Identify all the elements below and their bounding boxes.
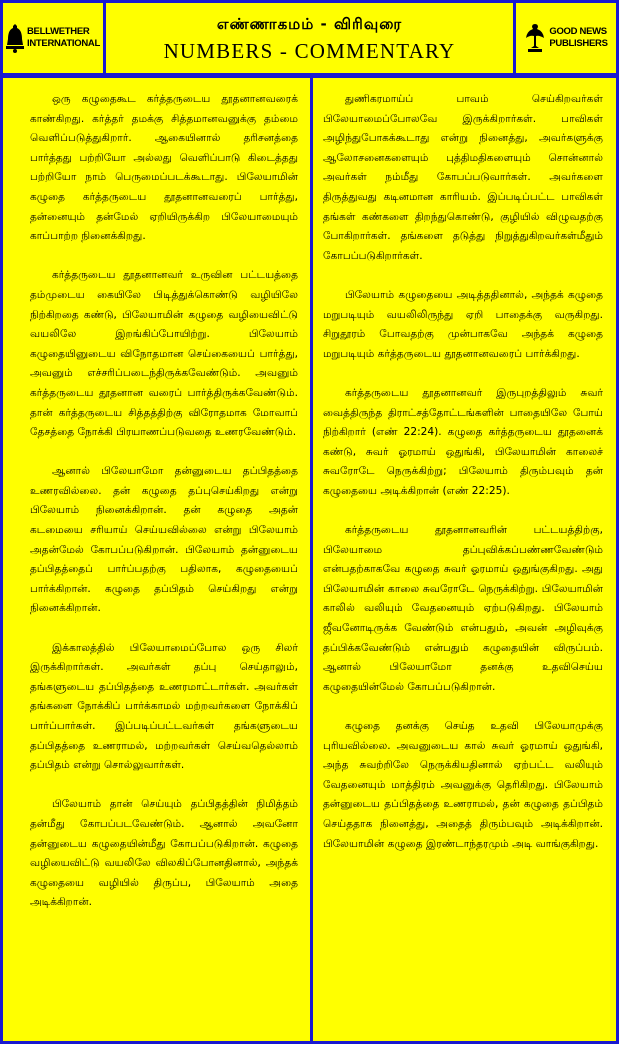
paragraph: துணிகரமாய்ப் பாவம் செய்கிறவர்கள் பிலேயாமைப்போலவே இருக்கிறார்கள். பாவிகள் அழிந்துபோகக்கூடாது என்று நினைத்து, அவர்களுக்கு ஆலோசனைகளையும் புத்திமதிகளையும் சொன்னால் அவர்கள் நம்மீது கோபப்படுவார்கள். அவர்களை திருத்துவது கடினமான காரியம். இப்படிப்பட்ட பாவிகள் தங்கள் கண்களை திறந்துகொண்டு, குழியில் விழுவதற்கு போகிறார்கள். தங்களை தடுத்து நிறுத்துகிறவர்கள்மீதும் கோபப்படுகிறார்கள். [323,93,603,262]
logo-line-2: PUBLISHERS [549,38,608,49]
right-column [323,90,603,1035]
logo-line-1: GOOD NEWS [549,26,607,37]
logo-line-1: BELLWETHER [27,26,90,37]
paragraph: பிலேயாம் கழுதையை அடித்ததினால், அந்தக் கழுதை மறுபடியும் வயலிலிருந்து ஏறி பாதைக்கு வருகிறது. சிறுதூரம் போவதற்கு முன்பாகவே அந்தக் கழுதை மறுபடியும் கர்த்தருடைய தூதனானவரைப் பார்க்கிறது. [323,288,603,360]
paragraph: கர்த்தருடைய தூதனானவர் இருபுறத்திலும் சுவர் வைத்திருந்த திராட்சத்தோட்டங்களின் பாதையிலே போய் நிற்கிறார் (எண் 22:24). கழுதை கர்த்தருடைய தூதனைக் கண்டு, சுவர் ஓரமாய் ஒதுங்கி, பிலேயாமின் காலைச் சுவரோடே நெருக்கிற்று; பிலேயாம் திரும்பவும் தன் கழுதையை அடிக்கிறான் (எண் 22:25). [323,386,603,497]
title-area [109,3,510,73]
paragraph: பிலேயாம் தான் செய்யும் தப்பிதத்தின் நிமித்தம் தன்மீது கோபப்படவேண்டும். ஆனால் அவனோ தன்னுடைய கழுதையின்மீது கோபப்படுகிறான். கழுதை வழியைவிட்டு வயலிலே விலகிப்போனதினால், அந்தக் கழுதையை வழியில் திருப்ப, பிலேயாம் அதை அடிக்கிறான். [30,798,298,909]
bellwether-logo [3,3,106,73]
header-banner [0,0,619,76]
paragraph: ஒரு கழுதைகூட கர்த்தருடைய தூதனானவரைக் காண்கிறது. கர்த்தர் தமக்கு சித்தமானவனுக்கு தம்மை வெளிப்படுத்துகிறார். ஆகையினால் தரிசனத்தை பார்த்தது பற்றியோ அல்லது வெளிப்பாடு கிடைத்தது பற்றியோ நாம் பெருமைப்படக்கூடாது. பிலேயாமின் கழுதை கர்த்தருடைய தூதனானவரைப் பார்த்து, தன்னையும் தன்மேல் ஏறியிருக்கிற பிலேயாமையும் காப்பாற்ற நினைக்கிறது. [30,93,298,243]
paragraph: கர்த்தருடைய தூதனானவரின் பட்டயத்திற்கு, பிலேயாமை தப்புவிக்கப்பண்ணவேண்டும் என்பதற்காகவே கழுதை சுவர் ஓரமாய் ஒதுங்குகிறது. அது பிலேயாமின் காலை சுவரோடே நெருக்கிற்று. பிலேயாமின் காலில் வலியும் வேதனையும் ஏற்படுகிறது. பிலேயாம் ஜீவனோடிருக்க வேண்டும் என்பதும், அவன் அழிவுக்கு தப்பிக்கவேண்டும் என்பதும் கழுதையின் விருப்பம். ஆனால் பிலேயாமோ தனக்கு உதவிசெய்ய கழுதையின்மேல் கோபப்படுகிறான். [323,524,603,693]
title-tamil: எண்ணாகமம் - விரிவுரை [216,14,403,33]
title-english: NUMBERS - COMMENTARY [163,38,456,63]
column-divider [310,78,313,1041]
paragraph: இக்காலத்தில் பிலேயாமைப்போல ஒரு சிலர் இருக்கிறார்கள். அவர்கள் தப்பு செய்தாலும், தங்களுடைய தப்பிதத்தை உணரமாட்டார்கள். அவர்கள் தங்களை நோக்கிப் பார்க்காமல் மற்றவர்களை நோக்கிப் பார்ப்பார்கள். இப்படிப்பட்டவர்கள் தங்களுடைய தப்பிதத்தை உணராமல், மற்றவர்கள் செய்வதெல்லாம் தப்பிதம் என்று சொல்லுவார்கள். [30,641,298,772]
dove-icon [524,22,546,54]
commentary-body [0,76,619,1044]
paragraph: கழுதை தனக்கு செய்த உதவி பிலேயாமுக்கு புரியவில்லை. அவனுடைய கால் சுவர் ஓரமாய் ஒதுங்கி, அந்த சுவற்றிலே நெருக்கியதினால் ஏற்பட்ட வலியும் வேதனையும் மாத்திரம் அவனுக்கு தெரிகிறது. பிலேயாம் தன்னுடைய தப்பிதத்தை உணராமல், தன் கழுதை தப்பிதம் செய்ததாக நினைத்து, அதைத் திரும்பவும் அடிக்கிறான். பிலேயாமின் கழுதை இரண்டாந்தரமும் அடி வாங்குகிறது. [323,720,603,850]
left-column [30,90,298,1035]
good-news-logo [513,3,616,73]
paragraph: கர்த்தருடைய தூதனானவர் உருவின பட்டயத்தை தம்முடைய கையிலே பிடித்துக்கொண்டு வழியிலே நிற்கிறதை கண்டு, பிலேயாமின் கழுதை வழியைவிட்டு வயலிலே இறங்கிப்போயிற்று. பிலேயாம் கழுதையினுடைய விநோதமான செய்கையைப் பார்த்து, அவனும் எச்சரிப்படைந்திருக்கவேண்டும். அவனும் கர்த்தருடைய தூதனான வரைப் பார்த்திருக்கவேண்டும். தான் கர்த்தருடைய சித்தத்திற்கு விரோதமாக மோவாப் தேசத்தை நோக்கி பிரயாணப்படுவதை உணரவேண்டும். [30,269,298,439]
paragraph: ஆனால் பிலேயாமோ தன்னுடைய தப்பிதத்தை உணரவில்லை. தன் கழுதை தப்புசெய்கிறது என்று பிலேயாம் நினைக்கிறான். தன் கழுதை அதன் கடமையை சரியாய் செய்யவில்லை என்று பிலேயாம் அதன்மேல் கோபப்படுகிறான். பிலேயாம் தன்னுடைய தப்பிதத்தைப் பார்ப்பதற்கு பதிலாக, கழுதையைப் பார்க்கிறான். கழுதை தப்பிதம் செய்கிறது என்று நினைக்கிறான். [30,465,298,615]
logo-line-2: INTERNATIONAL [27,38,100,49]
bell-icon [6,23,24,53]
